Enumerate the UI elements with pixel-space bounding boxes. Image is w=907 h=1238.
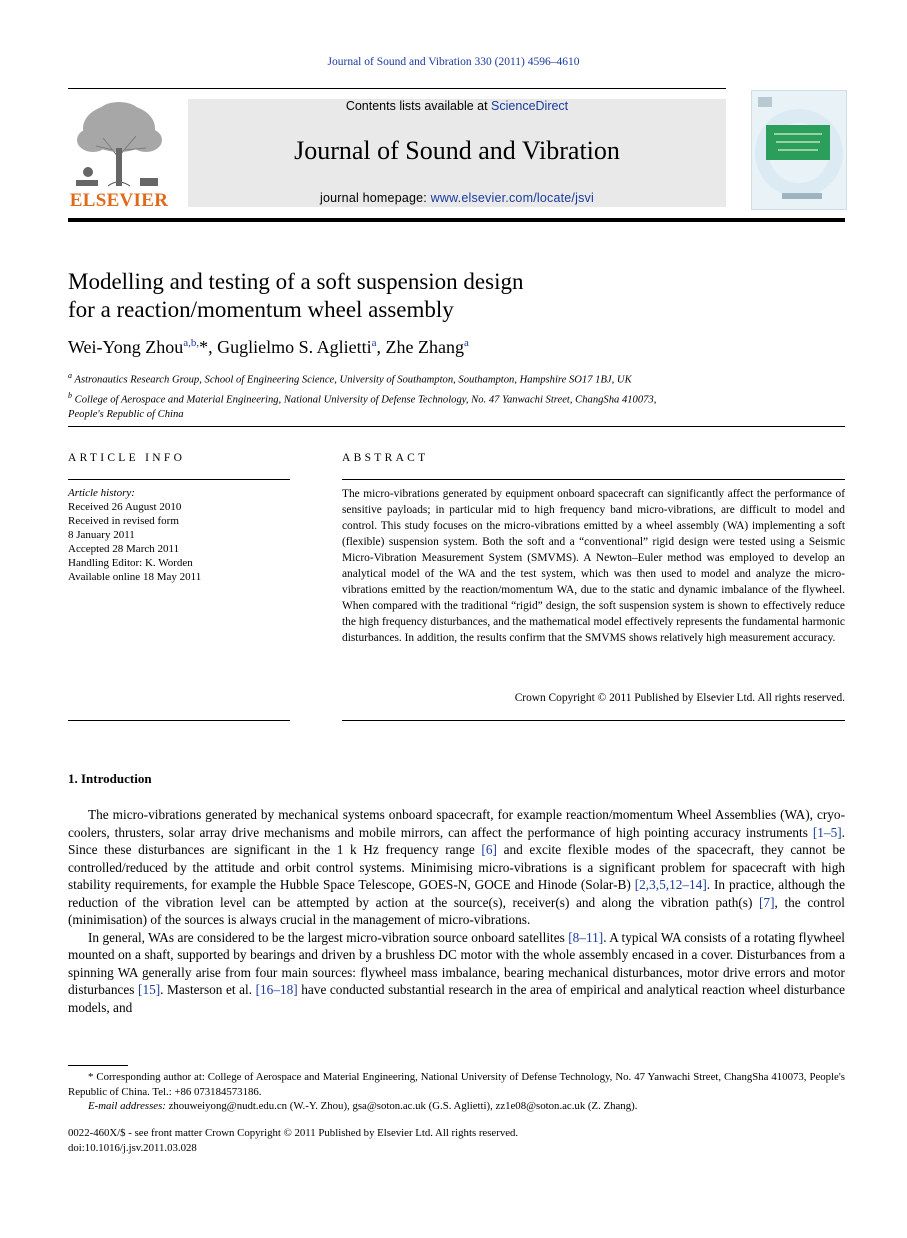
- author-separator: ,: [208, 337, 218, 357]
- author-affiliation-mark[interactable]: a: [371, 337, 377, 349]
- paragraph-text: have conducted substantial research in the area of empirical and analytical reaction wheel disturbance models, and: [68, 982, 845, 1015]
- header-bottom-rule: [68, 218, 845, 222]
- history-item: Accepted 28 March 2011: [68, 543, 180, 555]
- homepage-link[interactable]: www.elsevier.com/locate/jsvi: [430, 191, 594, 205]
- author-affiliation-mark[interactable]: a: [464, 337, 469, 349]
- affiliation-mark: b: [68, 390, 72, 400]
- email-label: E-mail addresses:: [88, 1100, 166, 1112]
- affiliation-b: [68, 388, 845, 408]
- corresponding-author-note: * Corresponding author at: College of Aerospace and Material Engineering, National University of Defense Technology, No. 47 Yanwachi Street, ChangSha 410073, People's Republic of China. Tel.: +86 073184573186.: [68, 1071, 845, 1098]
- journal-title: Journal of Sound and Vibration: [294, 136, 620, 165]
- history-item: Available online 18 May 2011: [68, 571, 202, 583]
- abstract-bottom-rule: [342, 720, 845, 721]
- affiliation-b-continued: People's Republic of China: [68, 409, 184, 421]
- running-head[interactable]: Journal of Sound and Vibration 330 (2011) 4596–4610: [327, 56, 580, 68]
- paragraph-text: . Masterson et al.: [160, 982, 256, 997]
- affiliation-rule: [68, 426, 845, 427]
- author-affiliation-mark[interactable]: a,b,: [183, 337, 200, 349]
- paragraph-text: . Since these disturbances are significant in the 1 k Hz frequency range: [68, 824, 845, 857]
- paragraph-text: In general, WAs are considered to be the largest micro-vibration source onboard satellites: [88, 929, 569, 945]
- citation-link[interactable]: [7]: [759, 894, 775, 910]
- sciencedirect-link[interactable]: ScienceDirect: [491, 99, 569, 113]
- elsevier-wordmark: ELSEVIER: [69, 190, 169, 211]
- article-title: [68, 268, 768, 324]
- affiliation-text: Astronautics Research Group, School of Engineering Science, University of Southampton, Southampton, Hampshire SO17 1BJ, UK: [74, 374, 632, 386]
- affiliation-mark: a: [68, 371, 72, 380]
- introduction-body: [68, 806, 845, 1016]
- paragraph-text: and excite flexible modes of the spacecraft, they cannot be controlled/reduced by the attitude and orbit control systems. Minimising micro-vibrations is a significant problem for spacecraft with high stability requirements, for example the Hubble Space Telescope, GOES-N, GOCE and Hinode (Solar-B): [68, 842, 845, 892]
- section-heading-introduction: 1. Introduction: [68, 771, 152, 786]
- paragraph-text: . A typical WA consists of a rotating flywheel mounted on a shaft, supported by bearings and driven by a brushless DC motor with the whole assembly encased in a cover. Disturbances from a spinning WA generally arise from four main sources: flywheel mass imbalance, bearing mechanical disturbances, motor drive errors and motor disturbances: [68, 929, 845, 997]
- issn-line: 0022-460X/$ - see front matter Crown Copyright © 2011 Published by Elsevier Ltd. All rights reserved.: [68, 1127, 519, 1139]
- homepage-line: [188, 191, 726, 205]
- citation-link[interactable]: [6]: [481, 842, 497, 857]
- intro-paragraph-1: [68, 806, 845, 929]
- abstract-copyright: Crown Copyright © 2011 Published by Elsevier Ltd. All rights reserved.: [514, 692, 845, 704]
- affiliation-a: [68, 368, 845, 388]
- paragraph-text: . In practice, although the reduction of the vibration level can be attempted by action at the source(s), receiver(s) and along the vibration path(s): [68, 877, 845, 910]
- paragraph-text: The micro-vibrations generated by mechanical systems onboard spacecraft, for example reaction/momentum Wheel Assemblies (WA), cryo-coolers, thrusters, solar array drive mechanisms and mobile mirrors, can affect the performance of high pointing accuracy instruments: [68, 807, 845, 840]
- intro-paragraph-2: [68, 929, 845, 1017]
- article-info-rule: [68, 479, 290, 480]
- history-item: Received in revised form: [68, 515, 179, 527]
- author-list: [68, 337, 469, 358]
- corresponding-star[interactable]: *: [199, 337, 209, 357]
- header-top-rule: [68, 88, 726, 89]
- citation-link[interactable]: [8–11]: [568, 929, 604, 945]
- citation-link[interactable]: [16–18]: [255, 982, 298, 997]
- email-addresses[interactable]: zhouweiyong@nudt.edu.cn (W.-Y. Zhou), gsa@soton.ac.uk (G.S. Aglietti), zz1e08@soton.ac.uk (Z. Zhang).: [168, 1100, 638, 1112]
- footnote-rule: [68, 1065, 128, 1066]
- contents-line: [188, 99, 726, 113]
- history-item: 8 January 2011: [68, 529, 135, 541]
- journal-cover-title-block: [766, 125, 830, 160]
- affiliation-text: College of Aerospace and Material Engineering, National University of Defense Technology, No. 47 Yanwachi Street, ChangSha 410073,: [74, 394, 657, 406]
- contents-prefix: Contents lists available at: [345, 99, 492, 113]
- abstract-rule: [342, 479, 845, 480]
- history-item: Handling Editor: K. Worden: [68, 557, 193, 569]
- abstract-text: The micro-vibrations generated by equipment onboard spacecraft can significantly affect the performance of sensitive payloads; in particular mid to high frequency band micro-vibrations, are difficult to model and control. This study focuses on the micro-vibrations emitted by a wheel assembly (WA) implementing a soft (flexible) suspension system. Both the soft and a “conventional” rigid design were tested using a Seismic Micro-Vibration Measurement System (SMVMS). A Newton–Euler method was employed to develop an analytical model of the WA and the test system, which was then used to model and analyze the micro-vibrations emitted by the reaction/momentum WA, due to the static and dynamic imbalance of the flywheel. When compared with the traditional “rigid” design, the soft suspension system is shown to effectively reduce the high frequency disturbances, and the mathematical model effectively represents the fundamental harmonic disturbances. In addition, the results confirm that the SMVMS shows relatively high measurement accuracy.: [342, 488, 845, 644]
- article-title-line-2: for a reaction/momentum wheel assembly: [68, 297, 454, 322]
- homepage-prefix: journal homepage:: [320, 191, 431, 205]
- article-info-bottom-rule: [68, 720, 290, 721]
- citation-link[interactable]: [15]: [138, 982, 161, 997]
- article-info-heading: ARTICLE INFO: [68, 452, 186, 464]
- abstract-heading: ABSTRACT: [342, 452, 429, 464]
- author-name: Wei-Yong Zhou: [68, 337, 184, 357]
- author-name: Zhe Zhang: [385, 337, 464, 357]
- email-note: [68, 1099, 845, 1114]
- citation-link[interactable]: [1–5]: [812, 824, 842, 840]
- author-name: Guglielmo S. Aglietti: [217, 337, 372, 357]
- doi-line[interactable]: doi:10.1016/j.jsv.2011.03.028: [68, 1141, 197, 1154]
- article-history: [68, 486, 201, 584]
- citation-link[interactable]: [2,3,5,12–14]: [634, 877, 707, 892]
- author-separator: ,: [376, 337, 386, 357]
- affiliations: [68, 368, 845, 422]
- article-title-line-1: Modelling and testing of a soft suspension design: [68, 269, 524, 294]
- front-matter-footer: [68, 1126, 518, 1155]
- footnotes: [68, 1070, 845, 1114]
- history-item: Received 26 August 2010: [68, 501, 182, 513]
- paragraph-text: , the control (minimisation) of the sources is always crucial in the management of micro-vibrations.: [68, 894, 845, 927]
- history-label: Article history:: [68, 487, 135, 499]
